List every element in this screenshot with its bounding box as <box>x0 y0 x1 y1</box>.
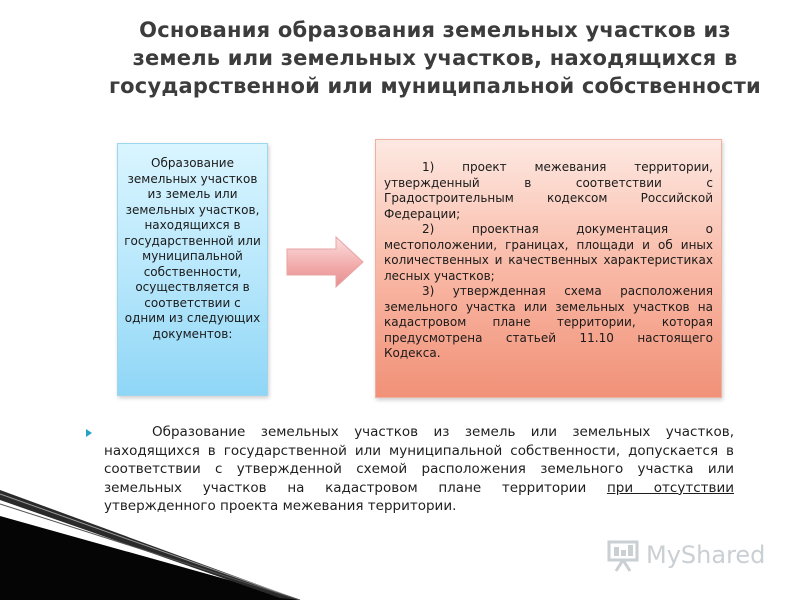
bullet-text-before: Образование земельных участков из земель или земельных участков, находящихся в государственной или муниципальной собственности, допускается в соответствии с утвержденной схемой расположения земельного участка или земельных участков на кадастровом плане территории <box>104 424 734 496</box>
bullet-arrow-icon <box>86 429 92 437</box>
bullet-text-after: утвержденного проекта межевания территории. <box>104 498 457 514</box>
left-box-text: Образование земельных участков из земель или земельных участков, находящихся в государственной или муниципальной собственности, осуществляется в соответствии с одним из следующих документов: <box>124 156 261 341</box>
title-line-2: земель или земельных участков, находящихся в <box>132 46 738 70</box>
right-arrow-icon <box>286 236 364 288</box>
title-line-1: Основания образования земельных участков из <box>139 18 731 42</box>
document-item-3: 3) утвержденная схема расположения земельного участка или земельных участков на кадастровом плане территории, которая предусмотрена статьей 11.10 настоящего Кодекса. <box>384 284 713 360</box>
presentation-screen-icon <box>606 538 640 572</box>
document-item-2: 2) проектная документация о местоположении, границах, площади и об иных количественных и качественных характеристиках лесных участков; <box>384 222 713 283</box>
document-item-1: 1) проект межевания территории, утвержденный в соответствии с Градостроительным кодексом Российской Федерации; <box>384 160 713 221</box>
bullet-text-underlined: при отсутствии <box>606 479 734 496</box>
right-documents-box <box>375 139 722 398</box>
watermark-logo <box>606 538 766 574</box>
watermark-text: MyShared <box>646 541 766 569</box>
slide-title <box>70 16 800 100</box>
corner-decoration <box>0 490 300 600</box>
left-info-box <box>117 143 268 396</box>
title-line-3: государственной или муниципальной собственности <box>109 74 761 98</box>
